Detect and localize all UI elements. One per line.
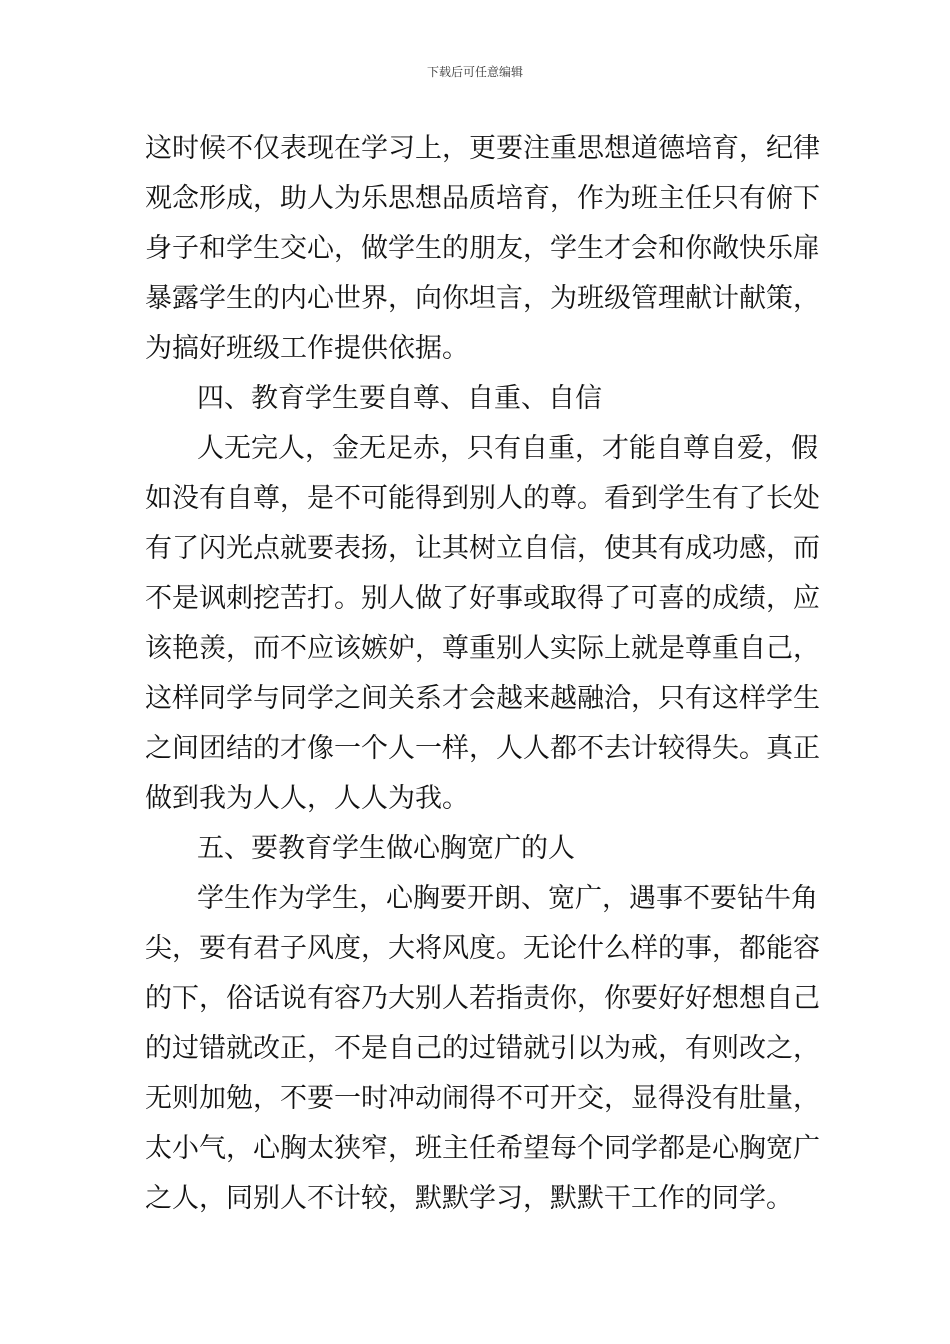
text-line: 观念形成，助人为乐思想品质培育，作为班主任只有俯下 — [145, 183, 820, 214]
text-line: 身子和学生交心，做学生的朋友，学生才会和你敞快乐扉 — [145, 233, 820, 264]
document-body — [145, 124, 820, 1224]
text-line: 人无完人，金无足赤，只有自重，才能自尊自爱，假 — [197, 433, 818, 464]
text-line: 这时候不仅表现在学习上，更要注重思想道德培育，纪律 — [145, 133, 820, 164]
text-line: 五、要教育学生做心胸宽广的人 — [197, 833, 575, 864]
paragraph-section-five — [145, 874, 820, 1224]
text-line: 为搞好班级工作提供依据。 — [145, 333, 469, 364]
text-line: 的下，俗话说有容乃大别人若指责你，你要好好想想自己 — [145, 983, 820, 1014]
text-line: 之间团结的才像一个人一样，人人都不去计较得失。真正 — [145, 733, 820, 764]
text-line: 尖，要有君子风度，大将风度。无论什么样的事，都能容 — [145, 933, 820, 964]
paragraph-section-four — [145, 424, 820, 824]
text-line: 太小气，心胸太狭窄，班主任希望每个同学都是心胸宽广 — [145, 1133, 820, 1164]
text-line: 如没有自尊，是不可能得到别人的尊。看到学生有了长处 — [145, 483, 820, 514]
text-line: 的过错就改正，不是自己的过错就引以为戒，有则改之， — [145, 1033, 820, 1064]
text-line: 暴露学生的内心世界，向你坦言，为班级管理献计献策， — [145, 283, 820, 314]
text-line: 学生作为学生，心胸要开朗、宽广，遇事不要钻牛角 — [197, 883, 818, 914]
text-line: 做到我为人人，人人为我。 — [145, 783, 469, 814]
text-line: 不是讽刺挖苦打。别人做了好事或取得了可喜的成绩，应 — [145, 583, 820, 614]
page-header-note: 下载后可任意编辑 — [426, 65, 523, 79]
text-line: 该艳羡，而不应该嫉妒，尊重别人实际上就是尊重自己， — [145, 633, 820, 664]
text-line: 无则加勉，不要一时冲动闹得不可开交，显得没有肚量， — [145, 1083, 820, 1114]
heading-section-four — [145, 374, 810, 424]
text-line: 之人，同别人不计较，默默学习，默默干工作的同学。 — [145, 1183, 793, 1214]
text-line: 四、教育学生要自尊、自重、自信 — [197, 383, 602, 414]
text-line: 这样同学与同学之间关系才会越来越融洽，只有这样学生 — [145, 683, 820, 714]
heading-section-five — [145, 824, 810, 874]
text-line: 有了闪光点就要表扬，让其树立自信，使其有成功感，而 — [145, 533, 820, 564]
paragraph-intro-continued — [145, 124, 820, 374]
